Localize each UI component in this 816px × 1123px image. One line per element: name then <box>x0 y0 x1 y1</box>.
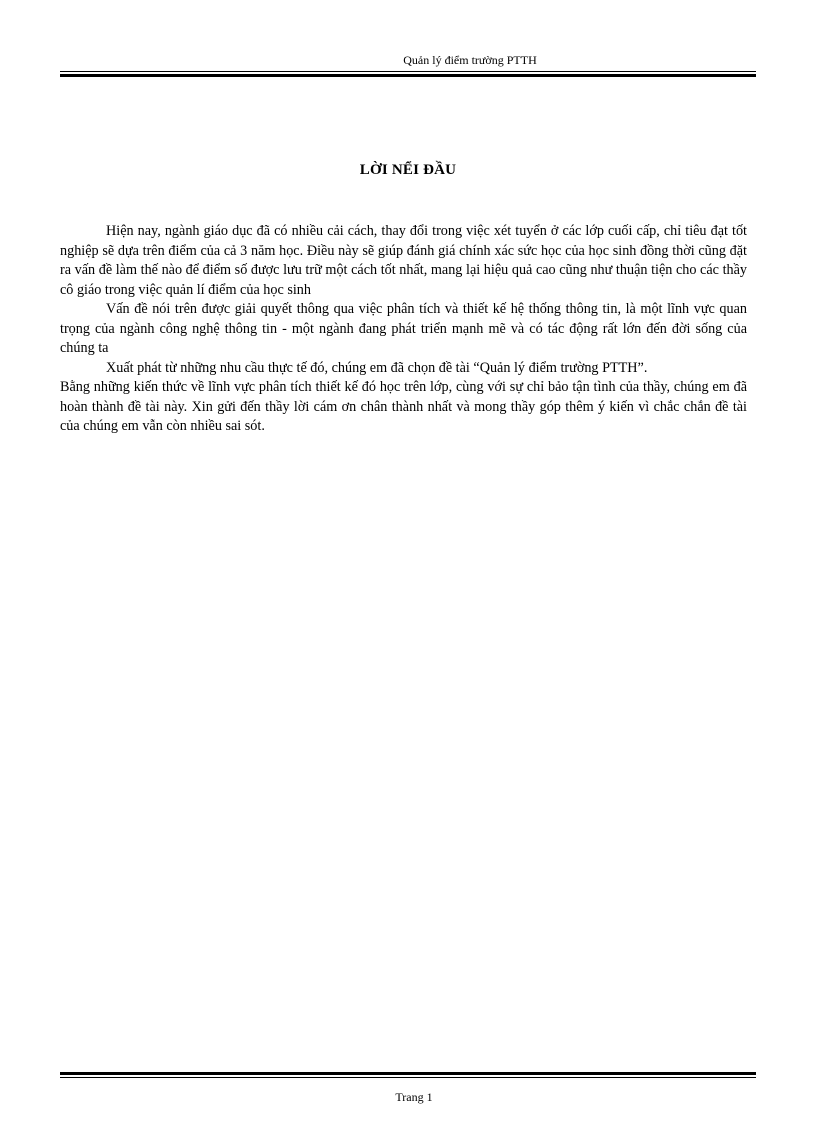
header-rule-thin <box>60 71 756 72</box>
header-title: Quản lý điểm trường PTTH <box>403 53 537 67</box>
paragraph-3: Xuất phát từ những nhu cầu thực tế đó, chúng em đã chọn đề tài “Quản lý điểm trường PTTH”. <box>106 359 648 376</box>
footer-rule-thick <box>60 1072 756 1075</box>
document-body <box>60 222 747 437</box>
page-number: Trang 1 <box>395 1090 433 1104</box>
paragraph-4: Bằng những kiến thức về lĩnh vực phân tích thiết kế đó học trên lớp, cùng với sự chỉ bảo tận tình của thầy, chúng em đã hoàn thành đề tài này. Xin gửi đến thầy lời cám ơn chân thành nhất và mong thầy góp thêm ý kiến vì chắc chắn đề tài của chúng em vẫn còn nhiều sai sót. <box>60 379 747 434</box>
paragraph-2: Vấn đề nói trên được giải quyết thông qua việc phân tích và thiết kế hệ thống thông tin, là một lĩnh vực quan trọng của ngành công nghệ thông tin - một ngành đang phát triển mạnh mẽ và có tác động rất lớn đến đời sống của chúng ta <box>60 301 747 356</box>
document-heading: LỜI NỂI ĐẦU <box>359 162 457 178</box>
header-rule-thick <box>60 74 756 77</box>
footer-rule-thin <box>60 1077 756 1078</box>
paragraph-1: Hiện nay, ngành giáo dục đã có nhiều cải cách, thay đổi trong việc xét tuyển ở các lớp cuối cấp, chỉ tiêu đạt tốt nghiệp sẽ dựa trên điểm của cả 3 năm học. Điều này sẽ giúp đánh giá chính xác sức học của học sinh đồng thời cũng đặt ra vấn đề làm thế nào để điểm số được lưu trữ một cách tốt nhất, mang lại hiệu quả cao cũng như thuận tiện cho các thầy cô giáo trong việc quản lí điểm của học sinh <box>60 223 747 298</box>
